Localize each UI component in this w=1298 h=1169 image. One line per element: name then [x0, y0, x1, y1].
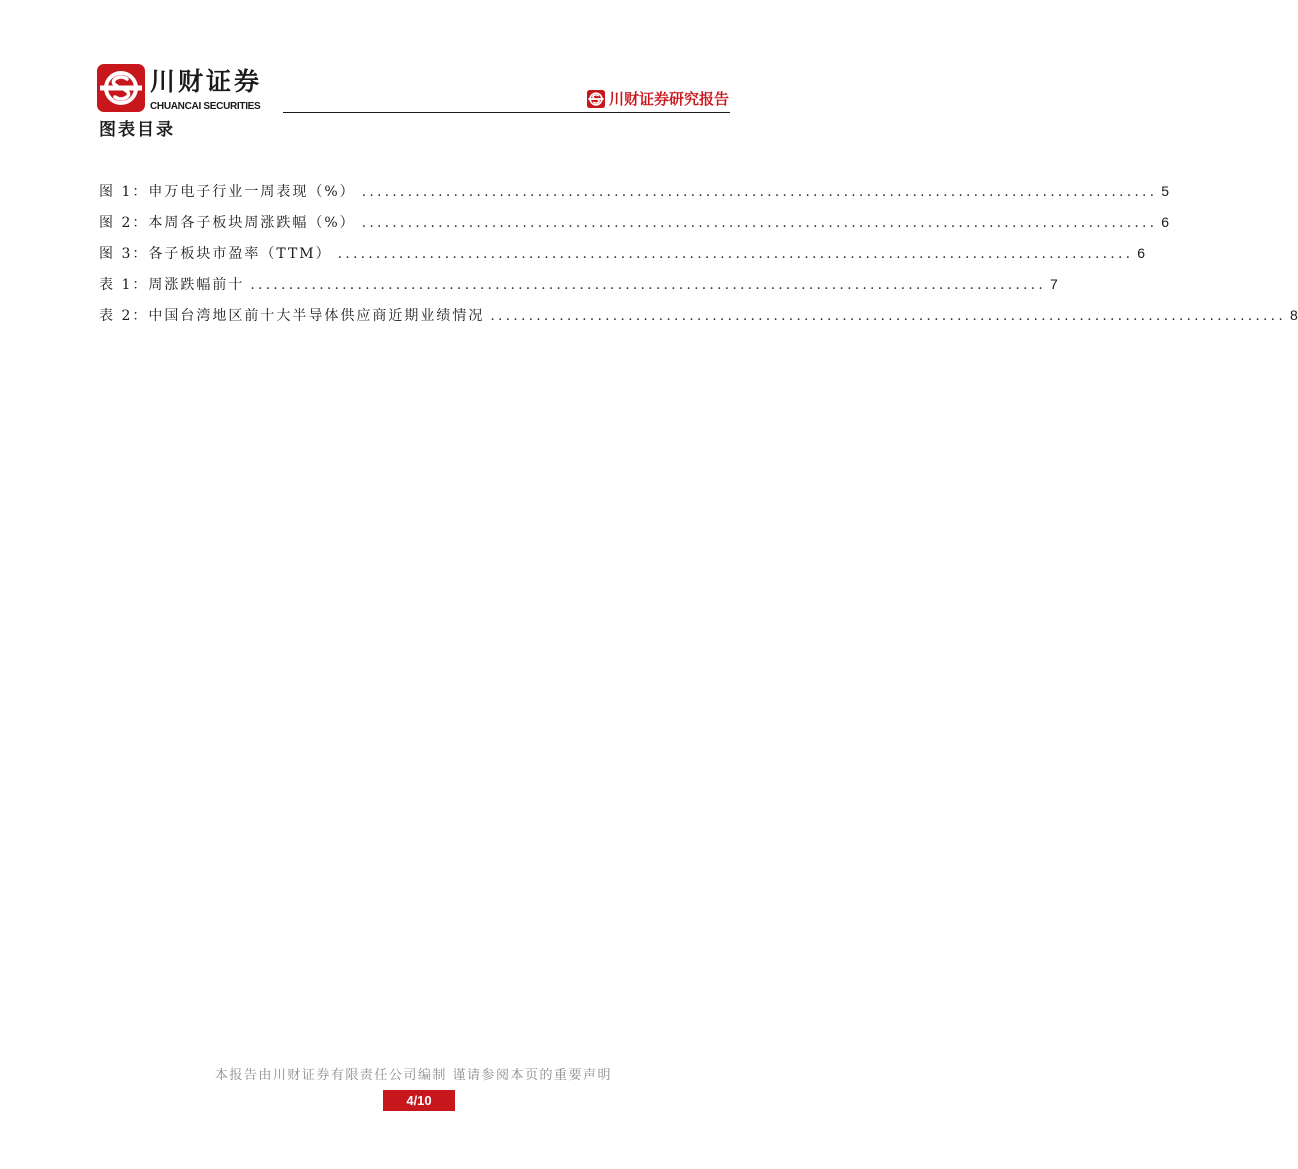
header-divider: [283, 112, 730, 113]
chuancai-logo-icon: [97, 64, 145, 112]
toc-leader-dots: ........................................................................................................: [250, 277, 1046, 293]
toc-entry-label: 图 3：各子板块市盈率（TTM）: [99, 246, 332, 262]
toc-entry-page: 8: [1289, 307, 1298, 323]
report-tag-label: 川财证券研究报告: [608, 90, 729, 108]
toc-entry[interactable]: [99, 212, 1170, 243]
toc-list: [99, 181, 1298, 336]
toc-entry-page: 6: [1161, 214, 1170, 230]
toc-entry-label: 图 2：本周各子板块周涨跌幅（%）: [99, 215, 356, 231]
brand-name-cn: 川财证券: [150, 67, 263, 96]
toc-leader-dots: ........................................................................................................: [361, 215, 1158, 231]
brand-name-en: CHUANCAI SECURITIES: [150, 101, 261, 112]
toc-entry-page: 6: [1137, 245, 1146, 261]
toc-title: 图表目录: [99, 120, 175, 140]
toc-entry-label: 图 1：申万电子行业一周表现（%）: [99, 184, 356, 200]
toc-entry[interactable]: [99, 181, 1170, 212]
footer-disclaimer: 本报告由川财证券有限责任公司编制 谨请参阅本页的重要声明: [214, 1068, 613, 1083]
toc-entry-label: 表 1：周涨跌幅前十: [99, 277, 245, 293]
toc-leader-dots: ........................................................................................................: [337, 246, 1134, 262]
toc-entry[interactable]: [99, 243, 1146, 274]
report-tag: [587, 89, 729, 109]
page-number-badge: 4/10: [383, 1090, 455, 1111]
toc-entry-page: 7: [1049, 276, 1058, 292]
toc-entry-page: 5: [1161, 183, 1170, 199]
toc-leader-dots: ........................................................................................................: [361, 184, 1158, 200]
toc-entry-label: 表 2：中国台湾地区前十大半导体供应商近期业绩情况: [99, 308, 485, 324]
toc-entry[interactable]: [99, 305, 1298, 336]
toc-leader-dots: ........................................................................................................: [490, 308, 1286, 324]
chuancai-mini-logo-icon: [587, 90, 605, 108]
page-header: [0, 0, 827, 120]
toc-entry[interactable]: [99, 274, 1058, 305]
